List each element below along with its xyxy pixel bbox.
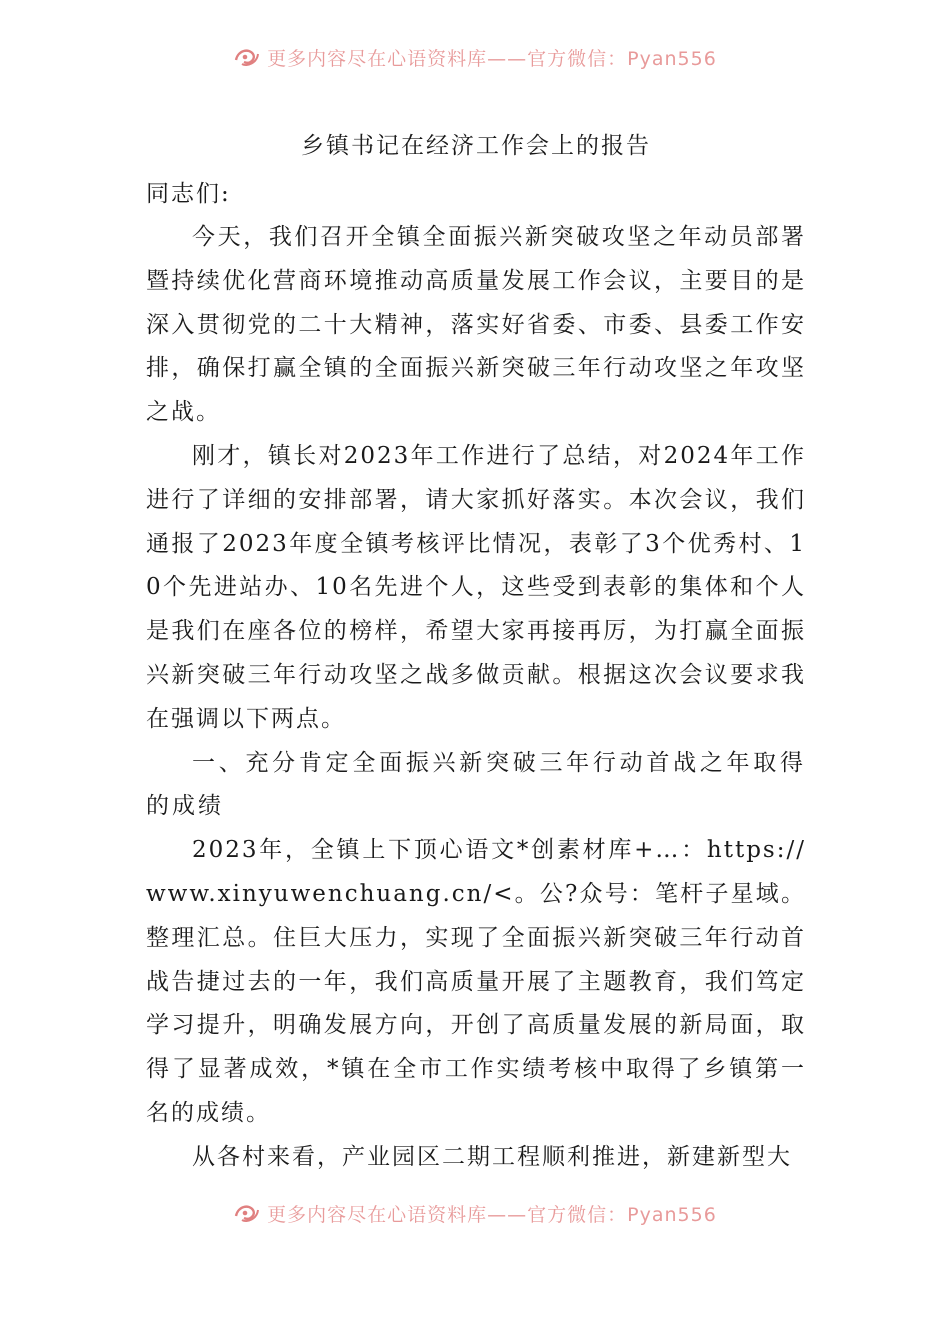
watermark-banner-top: [0, 48, 950, 84]
paragraph-villages: 从各村来看，产业园区二期工程顺利推进，新建新型大: [192, 1143, 792, 1170]
paragraph-achievements: 2023年，全镇上下顶心语文*创素材库+…：https://www.xinyuwenchuang.cn/<。公?众号：笔杆子星域。整理汇总。住巨大压力，实现了全面振兴新突破三年行动首战告捷过去的一年，我们高质量开展了主题教育，我们笃定学习提升，明确发展方向，开创了高质量发展的新局面，取得了显著成效，*镇在全市工作实绩考核中取得了乡镇第一名的成绩。: [146, 837, 806, 1126]
salutation: 同志们:: [146, 181, 231, 207]
swirl-logo-icon: [233, 1204, 261, 1224]
watermark-text: 更多内容尽在心语资料库——官方微信：Pyan556: [267, 1204, 717, 1226]
section-heading-1: 一、充分肯定全面振兴新突破三年行动首战之年取得的成绩: [146, 749, 806, 820]
swirl-logo-icon: [233, 48, 261, 68]
watermark-text: 更多内容尽在心语资料库——官方微信：Pyan556: [267, 48, 717, 70]
watermark-banner-bottom: [0, 1204, 950, 1240]
paragraph-opening: 今天，我们召开全镇全面振兴新突破攻坚之年动员部署暨持续优化营商环境推动高质量发展工作会议，主要目的是深入贯彻党的二十大精神，落实好省委、市委、县委工作安排，确保打赢全镇的全面振兴新突破三年行动攻坚之年攻坚之战。: [146, 224, 806, 426]
document-title: 乡镇书记在经济工作会上的报告: [301, 133, 651, 159]
document-body: [146, 120, 806, 1180]
paragraph-review: 刚才，镇长对2023年工作进行了总结，对2024年工作进行了详细的安排部署，请大家抓好落实。本次会议，我们通报了2023年度全镇考核评比情况，表彰了3个优秀村、10个先进站办、10名先进个人，这些受到表彰的集体和个人是我们在座各位的榜样，希望大家再接再厉，为打赢全面振兴新突破三年行动攻坚之战多做贡献。根据这次会议要求我在强调以下两点。: [146, 442, 806, 732]
